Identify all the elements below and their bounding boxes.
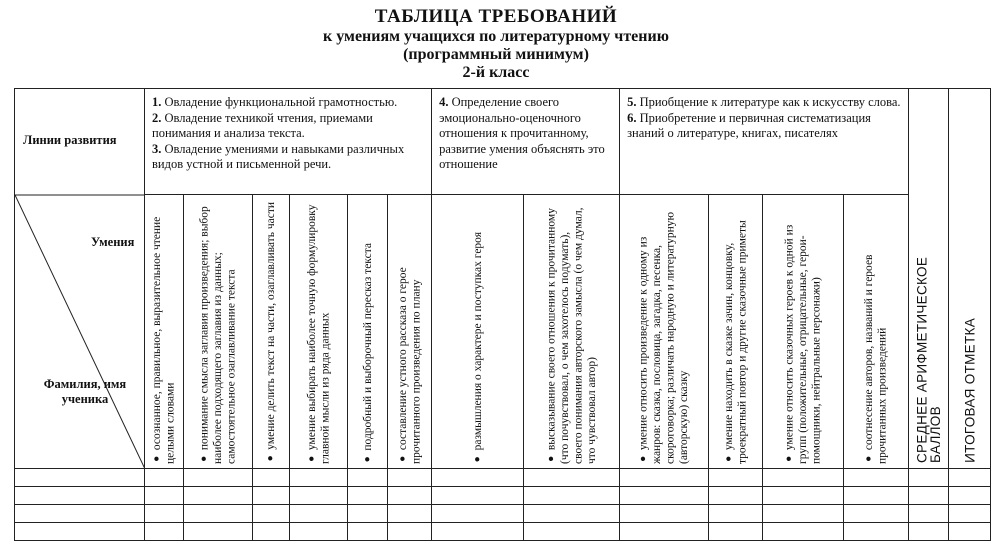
development-lines-row [15, 89, 991, 195]
skill-cell [844, 195, 909, 469]
skill-text: ● размышления о характере и поступках героя [471, 231, 484, 464]
group-1-item-3: 3. Овладение умениями и навыками различных видов устной и письменной речи. [152, 141, 405, 171]
grade-cell[interactable] [844, 487, 909, 505]
final-grade-label: ИТОГОВАЯ ОТМЕТКА [961, 318, 977, 463]
average-cell[interactable] [909, 487, 949, 505]
group-2-cell [432, 89, 620, 195]
grade-label: 2-й класс [462, 64, 530, 81]
average-score-header [909, 89, 949, 469]
grade-cell[interactable] [432, 487, 524, 505]
grade-cell[interactable] [709, 469, 763, 487]
grade-cell[interactable] [145, 487, 184, 505]
grade-cell[interactable] [348, 469, 388, 487]
grade-cell[interactable] [290, 487, 348, 505]
student-name-cell[interactable] [15, 505, 145, 523]
grade-cell[interactable] [763, 505, 844, 523]
grade-cell[interactable] [432, 505, 524, 523]
skills-row [15, 195, 991, 469]
skill-text: ● соотнесение авторов, названий и героев прочитанных произведений [863, 254, 889, 464]
grade-cell[interactable] [763, 469, 844, 487]
grade-cell[interactable] [844, 469, 909, 487]
grade-cell[interactable] [348, 505, 388, 523]
skill-text: ● подробный и выборочный пересказ текста [361, 242, 374, 464]
requirements-table [14, 88, 991, 541]
grade-cell[interactable] [524, 469, 620, 487]
grade-cell[interactable] [620, 469, 709, 487]
grade-cell[interactable] [524, 505, 620, 523]
skill-text: ● умение относить произведение к одному из жанров: сказка, пословица, загадка, песенка, скороговорка; различать народную и литературную (авторскую) сказку [637, 211, 691, 464]
skill-cell [620, 195, 709, 469]
final-grade-cell[interactable] [949, 487, 991, 505]
skill-cell [145, 195, 184, 469]
skill-cell [524, 195, 620, 469]
skill-text: ● осознанное, правильное, выразительное чтение целыми словами [151, 216, 177, 464]
skill-cell [388, 195, 432, 469]
grade-cell[interactable] [709, 523, 763, 541]
grade-cell[interactable] [763, 523, 844, 541]
skill-cell [763, 195, 844, 469]
student-row [15, 469, 991, 487]
student-row [15, 505, 991, 523]
group-1-cell [145, 89, 432, 195]
final-grade-cell[interactable] [949, 469, 991, 487]
final-grade-cell[interactable] [949, 505, 991, 523]
final-grade-cell[interactable] [949, 523, 991, 541]
skill-cell [290, 195, 348, 469]
lines-label: Линии развития [23, 133, 117, 147]
grade-cell[interactable] [432, 469, 524, 487]
skill-cell [709, 195, 763, 469]
grade-cell[interactable] [620, 505, 709, 523]
grade-cell[interactable] [290, 523, 348, 541]
grade-cell[interactable] [348, 523, 388, 541]
grade-cell[interactable] [253, 505, 290, 523]
skill-text: ● умение делить текст на части, озаглавливать части [264, 202, 277, 464]
group-2-item-1: 4. Определение своего эмоционально-оценочного отношения к прочитанному, развитие умения объяснять это отношение [439, 95, 605, 171]
grade-cell[interactable] [184, 505, 253, 523]
grade-cell[interactable] [844, 523, 909, 541]
average-cell[interactable] [909, 505, 949, 523]
final-grade-header [949, 89, 991, 469]
table-title: ТАБЛИЦА ТРЕБОВАНИЙ [374, 6, 618, 27]
grade-cell[interactable] [620, 487, 709, 505]
student-name-cell[interactable] [15, 469, 145, 487]
skill-text: ● высказывание своего отношения к прочитанному (что почувствовал, о чем захотелось подумать), своего понимания авторского замысла (о чем думал, что чувствовал автор) [545, 207, 598, 464]
skill-cell [253, 195, 290, 469]
skill-text: ● умение выбирать наиболее точную формулировку главной мысли из ряда данных [305, 204, 331, 464]
grade-cell[interactable] [145, 469, 184, 487]
header-corner-cell [15, 89, 145, 469]
table-subtitle: к умениям учащихся по литературному чтению [323, 28, 669, 45]
group-3-item-1: 5. Приобщение к литературе как к искусству слова. [627, 95, 901, 109]
grade-cell[interactable] [253, 469, 290, 487]
grade-cell[interactable] [184, 487, 253, 505]
grade-cell[interactable] [844, 505, 909, 523]
student-name-cell[interactable] [15, 487, 145, 505]
student-name-label: Фамилия, имя ученика [43, 377, 127, 406]
average-cell[interactable] [909, 523, 949, 541]
table-subtitle-note: (программный минимум) [403, 46, 589, 63]
grade-cell[interactable] [620, 523, 709, 541]
grade-cell[interactable] [253, 523, 290, 541]
skill-text: ● умение находить в сказке зачин, концовку, троекратный повтор и другие сказочные приметы [722, 220, 749, 464]
skill-cell [432, 195, 524, 469]
grade-cell[interactable] [145, 505, 184, 523]
grade-cell[interactable] [763, 487, 844, 505]
grade-cell[interactable] [348, 487, 388, 505]
grade-cell[interactable] [253, 487, 290, 505]
student-row [15, 523, 991, 541]
grade-cell[interactable] [184, 523, 253, 541]
grade-cell[interactable] [524, 487, 620, 505]
skill-text: ● составление устного рассказа о герое прочитанного произведения по плану [396, 267, 423, 464]
grade-cell[interactable] [388, 487, 432, 505]
grade-cell[interactable] [524, 523, 620, 541]
grade-cell[interactable] [290, 505, 348, 523]
grade-cell[interactable] [709, 505, 763, 523]
grade-cell[interactable] [184, 469, 253, 487]
skills-label: Умения [91, 235, 135, 249]
average-score-label: СРЕДНЕЕ АРИФМЕТИЧЕСКОЕ БАЛЛОВ [914, 256, 943, 463]
group-1-item-1: 1. Овладение функциональной грамотностью. [152, 95, 398, 109]
grade-cell[interactable] [388, 523, 432, 541]
grade-cell[interactable] [388, 505, 432, 523]
skill-text: ● умение относить сказочных героев к одной из групп (положительные, отрицательные, герои-помощники, нейтральные персонажи) [783, 224, 823, 464]
skill-cell [348, 195, 388, 469]
grade-cell[interactable] [388, 469, 432, 487]
average-cell[interactable] [909, 469, 949, 487]
group-1-item-2: 2. Овладение техникой чтения, приемами понимания и анализа текста. [152, 110, 373, 140]
skill-cell [184, 195, 253, 469]
group-2-text [432, 89, 619, 175]
grade-cell[interactable] [432, 523, 524, 541]
grade-cell[interactable] [290, 469, 348, 487]
grade-cell[interactable] [709, 487, 763, 505]
student-row [15, 487, 991, 505]
group-3-item-2: 6. Приобретение и первичная систематизация знаний о литературе, книгах, писателях [627, 110, 871, 140]
grade-cell[interactable] [145, 523, 184, 541]
title-block [0, 6, 992, 82]
group-3-text [620, 89, 908, 144]
skill-text: ● понимание смысла заглавия произведения; выбор наиболее подходящего заглавия из данных; самостоятельное озаглавливание текста [198, 206, 238, 464]
group-1-text [145, 89, 431, 175]
student-name-cell[interactable] [15, 523, 145, 541]
group-3-cell [620, 89, 909, 195]
